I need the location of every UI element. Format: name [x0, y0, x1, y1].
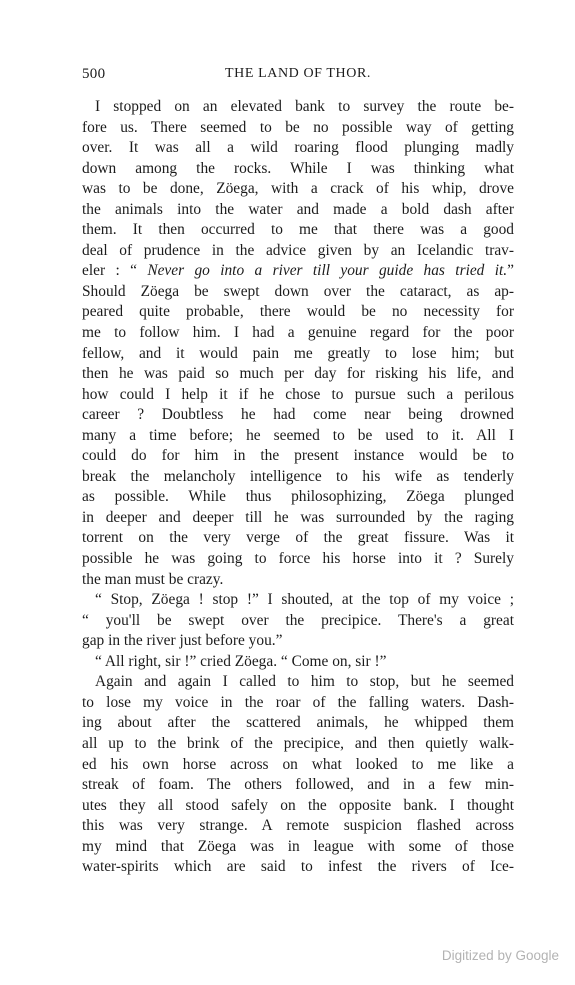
text-line: “ Stop, Zöega ! stop !” I shouted, at the top of my voice ; — [95, 591, 514, 609]
text-line: I stopped on an elevated bank to survey the route be- — [95, 98, 514, 115]
text-line: eler : “ Never go into a river till your guide has tried it.” — [82, 262, 514, 280]
text-line: possible he was going to force his horse into it ? Surely — [82, 550, 514, 568]
text-line: water-spirits which are said to infest the rivers of Ice- — [82, 858, 514, 876]
text-line: then he was paid so much per day for risking his life, and — [82, 365, 514, 383]
digitized-watermark: Digitized by Google — [441, 948, 559, 963]
text-line: this was very strange. A remote suspicion flashed across — [82, 817, 514, 835]
text-line: fellow, and it would pain me greatly to lose him; but — [82, 344, 514, 362]
text-line: many a time before; he seemed to be used to it. All I — [82, 426, 514, 444]
text-line: all up to the brink of the precipice, and then quietly walk- — [82, 734, 514, 752]
text-line: could do for him in the present instance would be to — [82, 447, 514, 465]
text-line: career ? Doubtless he had come near being drowned — [82, 406, 514, 424]
text-line: Again and again I called to him to stop, but he seemed — [95, 673, 514, 691]
text-line: “ All right, sir !” cried Zöega. “ Come on, sir !” — [95, 652, 387, 670]
text-line: ed his own horse across on what looked to me like a — [82, 755, 514, 773]
text-line: me to follow him. I had a genuine regard for the poor — [82, 324, 514, 342]
text-line: as possible. While thus philosophizing, Zöega plunged — [82, 488, 514, 506]
text-line: utes they all stood safely on the opposite bank. I thought — [82, 796, 514, 814]
text-line: ing about after the scattered animals, he whipped them — [82, 714, 514, 732]
text-line: was to be done, Zöega, with a crack of his whip, drove — [82, 180, 514, 198]
text-line: deal of prudence in the advice given by an Icelandic trav- — [82, 241, 514, 259]
text-line: my mind that Zöega was in league with some of those — [82, 837, 514, 855]
text-line: Should Zöega be swept down over the cataract, as ap- — [82, 282, 514, 300]
text-line: down among the rocks. While I was thinking what — [82, 159, 514, 177]
text-line: in deeper and deeper till he was surrounded by the raging — [82, 508, 514, 526]
page-number: 500 — [82, 66, 106, 82]
text-line: torrent on the very verge of the great fissure. Was it — [82, 529, 514, 547]
text-line: “ you'll be swept over the precipice. There's a great — [82, 611, 514, 629]
text-line: gap in the river just before you.” — [82, 632, 283, 650]
text-line: how could I help it if he chose to pursue such a perilous — [82, 385, 514, 403]
text-line: them. It then occurred to me that there was a good — [82, 221, 514, 239]
text-line: the animals into the water and made a bold dash after — [82, 200, 514, 218]
italic-quote: Never go into a river till your guide has tried it. — [147, 262, 508, 280]
page-header — [82, 66, 514, 86]
text-line: the man must be crazy. — [82, 570, 224, 588]
text-line: over. It was all a wild roaring flood plunging madly — [82, 139, 514, 157]
text-line: peared quite probable, there would be no necessity for — [82, 303, 514, 321]
text-line: fore us. There seemed to be no possible way of getting — [82, 118, 514, 136]
text-line: break the melancholy intelligence to his wife as tenderly — [82, 467, 514, 485]
running-title: THE LAND OF THOR. — [224, 66, 372, 81]
body-text — [82, 97, 514, 878]
text-line: to lose my voice in the roar of the falling waters. Dash- — [82, 693, 514, 711]
text-line: streak of foam. The others followed, and in a few min- — [82, 776, 514, 794]
